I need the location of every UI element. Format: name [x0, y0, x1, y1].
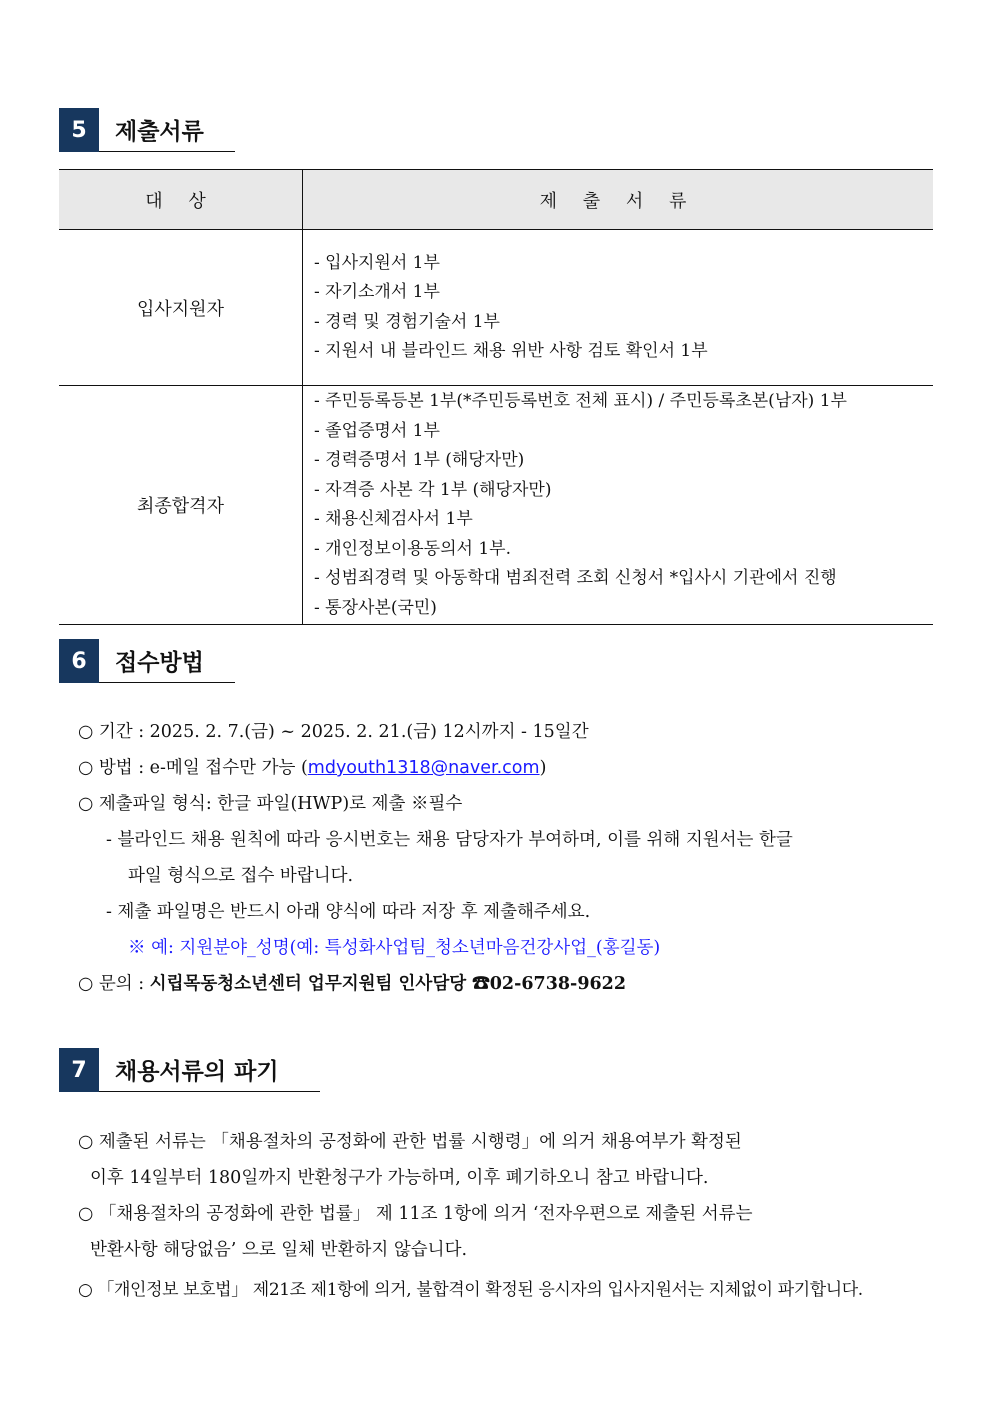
section-6-body — [78, 714, 793, 1002]
list-item: - 졸업증명서 1부 — [314, 420, 440, 441]
section-number: 5 — [59, 108, 99, 152]
doc-list — [304, 387, 932, 623]
list-item: - 성범죄경력 및 아동학대 범죄전력 조회 신청서 *입사시 기관에서 진행 — [314, 568, 837, 588]
paragraph-3: ○ 「개인정보 보호법」 제21조 제1항에 의거, 불합격이 확정된 응시자의 입사지원서는 지체없이 파기합니다. — [78, 1280, 863, 1300]
section-number: 7 — [59, 1048, 99, 1092]
contact-line — [78, 966, 793, 1002]
filename-rule-line: - 제출 파일명은 반드시 아래 양식에 따라 저장 후 제출해주세요. — [106, 902, 591, 922]
list-item: - 경력증명서 1부 (해당자만) — [314, 450, 525, 470]
table-header-row — [59, 170, 933, 230]
list-item: - 입사지원서 1부 — [314, 252, 440, 273]
list-item: - 개인정보이용동의서 1부. — [314, 538, 511, 559]
header-documents: 제 출 서 류 — [303, 170, 934, 230]
period-line: ○ 기간 : 2025. 2. 7.(금) ~ 2025. 2. 21.(금) 12시까지 - 15일간 — [78, 722, 589, 742]
row-target: 입사지원자 — [59, 230, 303, 386]
row-docs — [303, 386, 934, 625]
section-5-header — [59, 108, 235, 152]
table-row — [59, 386, 933, 625]
row-target: 최종합격자 — [59, 386, 303, 625]
list-item: - 채용신체검사서 1부 — [314, 509, 473, 529]
list-item: - 자격증 사본 각 1부 (해당자만) — [314, 479, 552, 500]
doc-list — [304, 249, 932, 367]
blind-line-2: 파일 형식으로 접수 바랍니다. — [128, 866, 354, 886]
method-line — [78, 750, 793, 786]
section-6-header — [59, 639, 235, 683]
section-number: 6 — [59, 639, 99, 683]
list-item: - 통장사본(국민) — [314, 597, 437, 618]
contact-prefix: ○ 문의 : — [78, 974, 150, 994]
method-prefix: ○ 방법 : e-메일 접수만 가능 ( — [78, 758, 308, 778]
blind-line-1: - 블라인드 채용 원칙에 따라 응시번호는 채용 담당자가 부여하며, 이를 위해 지원서는 한글 — [106, 830, 793, 850]
table-row — [59, 230, 933, 386]
paragraph-2-line-1: ○ 「채용절차의 공정화에 관한 법률」 제 11조 1항에 의거 ‘전자우편으로 제출된 서류는 — [78, 1204, 753, 1224]
list-item: - 자기소개서 1부 — [314, 282, 440, 302]
section-7-header — [59, 1048, 320, 1092]
paragraph-1-line-2: 이후 14일부터 180일까지 반환청구가 가능하며, 이후 폐기하오니 참고 바랍니다. — [90, 1168, 709, 1188]
list-item: - 경력 및 경험기술서 1부 — [314, 311, 500, 332]
section-title: 채용서류의 파기 — [99, 1048, 320, 1092]
method-suffix: ) — [539, 758, 547, 778]
header-target: 대 상 — [59, 170, 303, 230]
paragraph-2-line-2: 반환사항 해당없음’ 으로 일체 반환하지 않습니다. — [90, 1240, 468, 1260]
paragraph-1-line-1: ○ 제출된 서류는 「채용절차의 공정화에 관한 법률 시행령」에 의거 채용여부가 확정된 — [78, 1132, 742, 1152]
list-item: - 지원서 내 블라인드 채용 위반 사항 검토 확인서 1부 — [314, 341, 708, 361]
documents-table — [59, 169, 933, 625]
row-docs — [303, 230, 934, 386]
section-title: 제출서류 — [99, 108, 235, 152]
section-title: 접수방법 — [99, 639, 235, 683]
section-7-body — [78, 1124, 863, 1308]
email-link[interactable]: mdyouth1318@naver.com — [307, 758, 540, 778]
filename-example-line: ※ 예: 지원분야_성명(예: 특성화사업팀_청소년마음건강사업_(홍길동) — [128, 938, 661, 958]
list-item: - 주민등록등본 1부(*주민등록번호 전체 표시) / 주민등록초본(남자) 1부 — [314, 391, 847, 411]
contact-org: 시립목동청소년센터 업무지원팀 인사담당 ☎02-6738-9622 — [149, 974, 627, 994]
format-line: ○ 제출파일 형식: 한글 파일(HWP)로 제출 ※필수 — [78, 794, 463, 814]
